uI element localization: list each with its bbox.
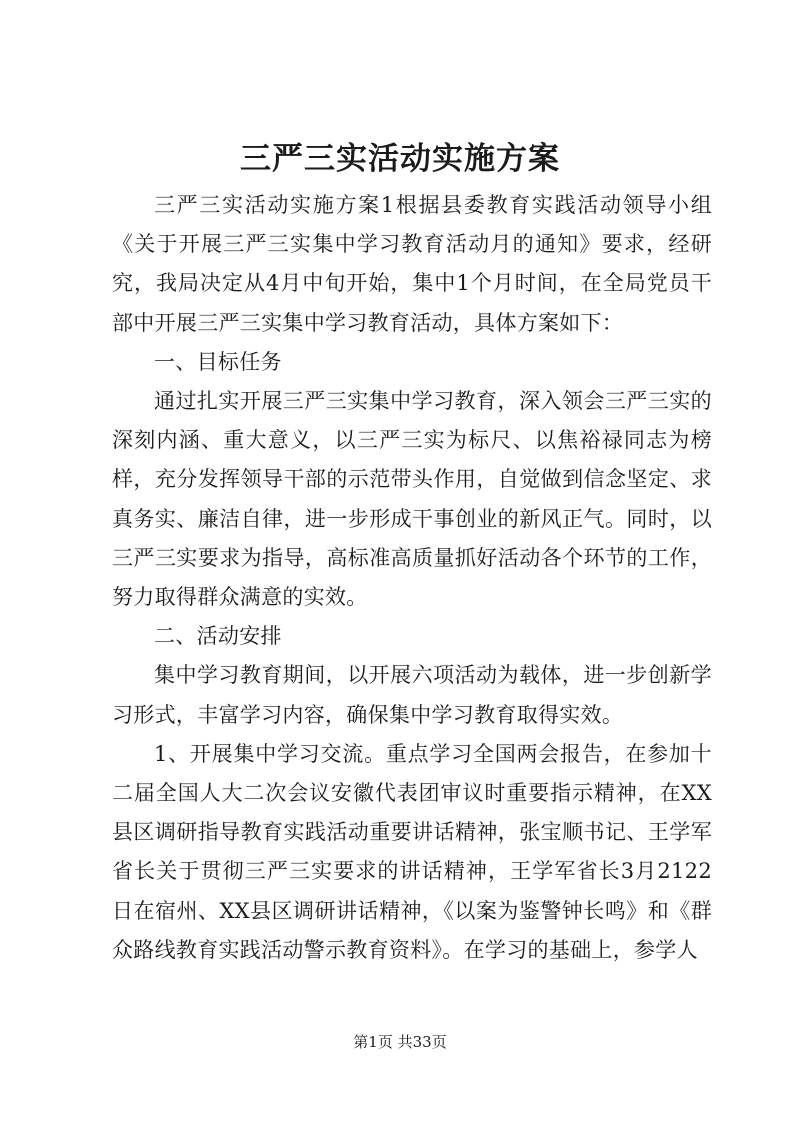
page-number-footer: 第1页 共33页 [353,1033,447,1051]
activity-1-paragraph: 1、开展集中学习交流。重点学习全国两会报告，在参加十二届全国人大二次会议安徽代表团审议时重要指示精神，在XX县区调研指导教育实践活动重要讲话精神，张宝顺书记、王学军省长关于贯彻三严三实要求的讲话精神，王学军省长3月2122日在宿州、XX县区调研讲话精神，《以案为鉴警钟长鸣》和《群众路线教育实践活动警示教育资料》。在学习的基础上，参学人 [112,741,712,962]
section-heading-goals: 一、目标任务 [154,349,282,374]
goals-paragraph: 通过扎实开展三严三实集中学习教育，深入领会三严三实的深刻内涵、重大意义，以三严三实为标尺、以焦裕禄同志为榜样，充分发挥领导干部的示范带头作用，自觉做到信念坚定、求真务实、廉洁自律，进一步形成干事创业的新风正气。同时，以三严三实要求为指导，高标准高质量抓好活动各个环节的工作，努力取得群众满意的实效。 [112,389,712,610]
intro-paragraph: 三严三实活动实施方案1根据县委教育实践活动领导小组《关于开展三严三实集中学习教育活动月的通知》要求，经研究，我局决定从4月中旬开始，集中1个月时间，在全局党员干部中开展三严三实集中学习教育活动，具体方案如下： [112,193,712,335]
document-title: 三严三实活动实施方案 [240,141,560,177]
section-heading-activities: 二、活动安排 [154,624,282,649]
document-body [112,186,712,970]
activities-intro-paragraph: 集中学习教育期间，以开展六项活动为载体，进一步创新学习形式，丰富学习内容，确保集中学习教育取得实效。 [112,663,712,727]
